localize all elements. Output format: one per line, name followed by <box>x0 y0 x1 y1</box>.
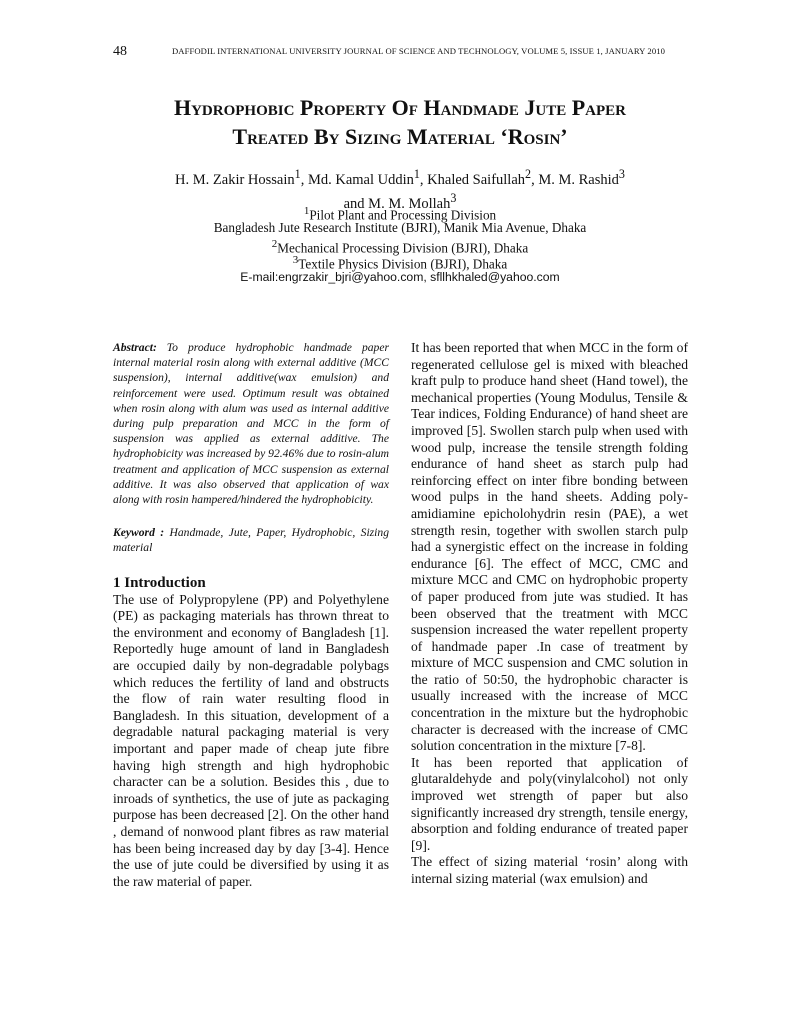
keywords-text: Handmade, Jute, Paper, Hydrophobic, Sizing material <box>113 526 389 555</box>
right-column <box>411 340 688 888</box>
author-4-affil: 3 <box>618 167 625 181</box>
affiliation-2: $^2$Mechanical Processing Division (BJRI), Dhaka <box>271 238 529 256</box>
author-3: Khaled Saifullah <box>427 171 526 188</box>
author-list: H. M. Zakir Hossain$^1$, Md. Kamal Uddin$^1$, Khaled Saifullah$^2$, M. M. Rashid$^3$ and M. M. Mollah$^3$ <box>175 167 625 212</box>
paragraph-mcc-review: It has been reported that when MCC in the form of regenerated cellulose gel is mixed with bleached kraft pulp to produce hand sheet (Hand towel), the mechanical properties (Young Modulus, Tensile & Tear indices, Folding Endurance) of hand sheet are improved [5]. Swollen starch pulp when used with wood pulp, increase the tensile strength folding endurance of hand sheet as starch pulp had reinforcing effect on inter fibre bonding between wood pulps in the hand sheets. Adding poly-amidiamine epicholohydrin resin (PAE), a wet strength resin, together with swollen starch pulp had a synergistic effect on the increase in folding endurance [6]. The effect of MCC, CMC and mixture MCC and CMC on hydrophobic property of paper produced from jute was studied. It has been observed that the treatment with MCC suspension increased the water repellent property of handmade paper .In case of treatment by mixture of MCC suspension and CMC solution in the ratio of 50:50, the hydrophobic character is usually increased with the increase of MCC concentration in the mixture but the hydrophobic character is decreased with the increase of CMC solution concentration in the mixture [7-8]. <box>411 340 688 754</box>
abstract-text: To produce hydrophobic handmade paper internal material rosin along with external additive (MCC suspension), internal additive(wax emulsion) and reinforcement were used. Optimum result was obtained when rosin along with alum was used as internal additive during pulp preparation and MCC in the form of suspension was applied as external additive. The hydrophobicity was increased by 92.46% due to rosin-alum treatment and application of MCC suspension as external additive. It was also observed that application of wax along with rosin hampered/hindered the hydrophobicity. <box>113 341 389 507</box>
page-number: 48 <box>113 44 127 59</box>
contact-email: E-mail:engrzakir_bjri@yahoo.com, sfllhkhaled@yahoo.com <box>240 270 560 284</box>
author-5-affil: 3 <box>450 190 457 205</box>
title-line-1: Hydrophobic Property Of Handmade Jute Paper <box>173 95 627 120</box>
left-column <box>113 340 389 890</box>
abstract-label: Abstract: <box>113 341 157 354</box>
author-4: M. M. Rashid <box>538 171 619 188</box>
author-2-affil: 1 <box>413 167 420 181</box>
journal-header: DAFFODIL INTERNATIONAL UNIVERSITY JOURNAL OF SCIENCE AND TECHNOLOGY, VOLUME 5, ISSUE 1, JANUARY 2010 <box>172 46 666 56</box>
keywords-label: Keyword : <box>113 526 165 540</box>
introduction-text: The use of Polypropylene (PP) and Polyethylene (PE) as packaging materials has thrown threat to the environment and economy of Bangladesh [1]. Reportedly huge amount of land in Bangladesh are occupied daily by non-degradable polybags which reduces the fertility of land and obstructs the flow of rain water resulting flood in Bangladesh. In this situation, development of a degradable natural packaging material is very important and paper made of cheap jute fibre having high strength and high hydrophobic character can be a solution. Besides this , due to inroads of synthetics, the use of jute as packaging purpose has been decreased [2]. On the other hand , demand of nonwood plant fibres as raw material has been being increased day by day [3-4]. Hence the use of jute could be diversified by using it as the raw material of paper. <box>113 591 389 889</box>
affiliation-1: $^1$Pilot Plant and Processing Division <box>303 205 497 223</box>
paper-title <box>0 93 800 151</box>
paragraph-glutaraldehyde: It has been reported that application of glutaraldehyde and poly(vinylalcohol) not only improved wet strength of paper but also significantly increased dry strength, tensile energy, absorption and folding endurance of treated paper [9]. <box>411 754 688 853</box>
paragraph-rosin-effect: The effect of sizing material ‘rosin’ along with internal sizing material (wax emulsion) and <box>411 854 688 886</box>
section-heading-introduction: 1 Introduction <box>113 574 206 591</box>
author-5: and M. M. Mollah <box>343 195 451 212</box>
author-3-affil: 2 <box>525 167 532 181</box>
affiliation-3: $^3$Textile Physics Division (BJRI), Dhaka <box>292 254 508 272</box>
author-1-affil: 1 <box>294 167 301 181</box>
author-1: H. M. Zakir Hossain <box>175 171 295 188</box>
keywords <box>113 525 389 555</box>
abstract <box>113 340 389 507</box>
author-2: Md. Kamal Uddin <box>307 171 414 188</box>
title-line-2: Treated By Sizing Material ‘Rosin’ <box>232 124 568 149</box>
affiliation-institute: Bangladesh Jute Research Institute (BJRI), Manik Mia Avenue, Dhaka <box>213 220 587 235</box>
